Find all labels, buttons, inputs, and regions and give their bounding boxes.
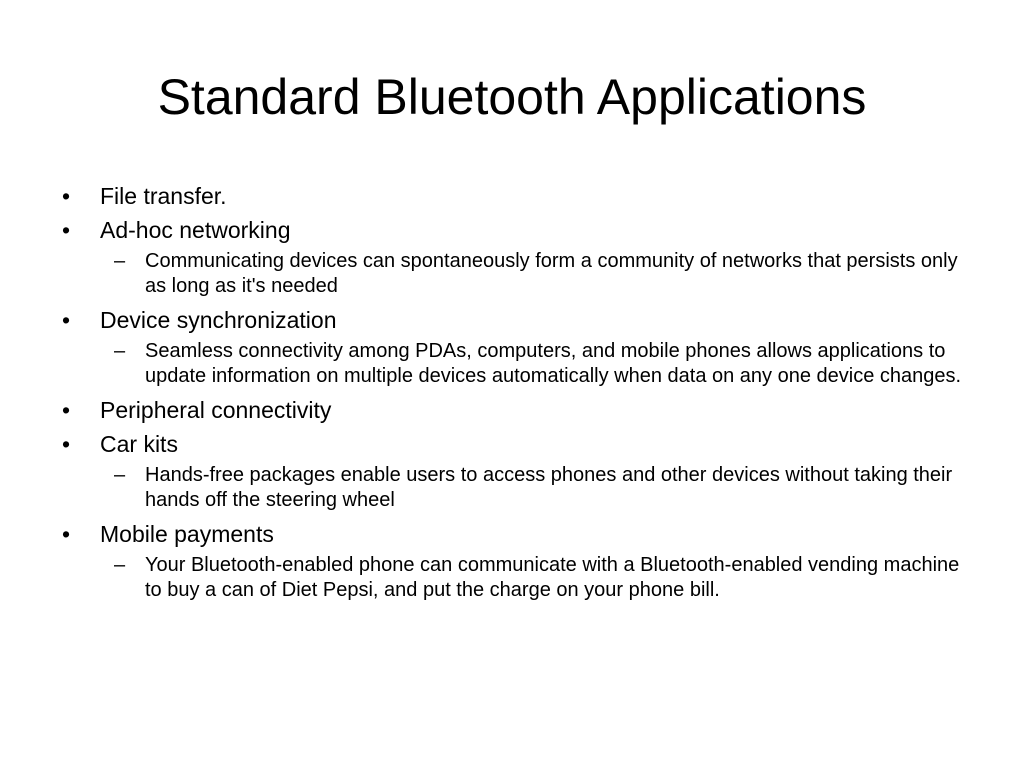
bullet-item [62,428,972,461]
bullet-text: Ad-hoc networking [100,217,291,243]
bullet-item [62,180,972,213]
sub-bullet-text: Communicating devices can spontaneously form a community of networks that persists only as long as it's needed [145,250,958,297]
bullet-marker: • [62,217,71,243]
sub-bullet-item [62,339,972,388]
sub-bullet-marker: – [114,464,126,486]
sub-bullet-item [62,553,972,602]
bullet-item [62,214,972,247]
sub-bullet-marker: – [114,340,126,362]
bullet-text: File transfer. [100,183,227,209]
bullet-text: Peripheral connectivity [100,397,332,423]
sub-bullet-item [62,463,972,512]
bullet-text: Car kits [100,431,178,457]
bullet-marker: • [62,431,71,457]
sub-bullet-text: Your Bluetooth-enabled phone can communicate with a Bluetooth-enabled vending machine to buy a can of Diet Pepsi, and put the charge on your phone bill. [145,554,960,601]
slide-title: Standard Bluetooth Applications [157,69,867,125]
bullet-item [62,518,972,551]
bullet-text: Device synchronization [100,307,337,333]
sub-bullet-text: Hands-free packages enable users to access phones and other devices without taking their hands off the steering wheel [145,464,953,511]
bullet-marker: • [62,183,71,209]
bullet-list [62,180,972,608]
bullet-marker: • [62,521,71,547]
sub-bullet-marker: – [114,250,126,272]
bullet-item [62,304,972,337]
bullet-item [62,394,972,427]
bullet-marker: • [62,397,71,423]
bullet-marker: • [62,307,71,333]
sub-bullet-item [62,249,972,298]
sub-bullet-marker: – [114,554,126,576]
sub-bullet-text: Seamless connectivity among PDAs, computers, and mobile phones allows applications to update information on multiple devices automatically when data on any one device changes. [145,340,962,387]
bullet-text: Mobile payments [100,521,274,547]
